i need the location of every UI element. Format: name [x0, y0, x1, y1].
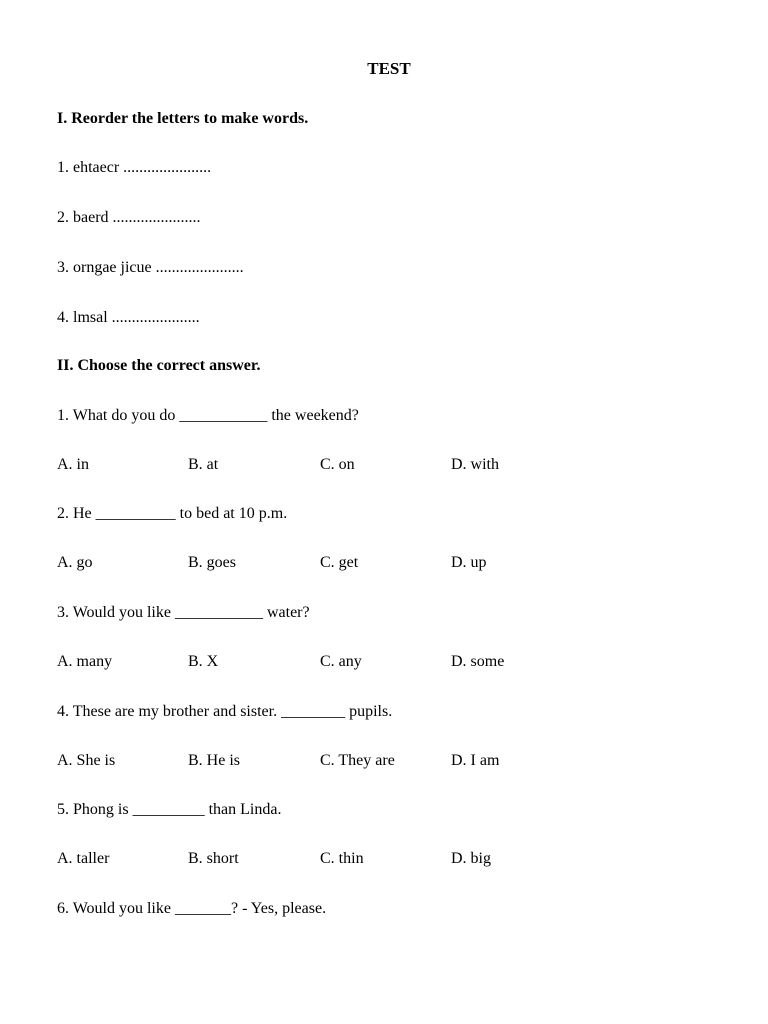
- question-4-option-b: B. He is: [188, 752, 240, 769]
- question-3-option-c: C. any: [320, 653, 362, 670]
- page-title: TEST: [367, 59, 411, 78]
- question-2: 2. He __________ to bed at 10 p.m.: [57, 505, 288, 522]
- question-1: 1. What do you do ___________ the weekend?: [57, 407, 359, 424]
- question-3-option-b: B. X: [188, 653, 219, 670]
- reorder-item-2: 2. baerd ......................: [57, 209, 201, 226]
- question-5: 5. Phong is _________ than Linda.: [57, 801, 282, 818]
- question-1-option-a: A. in: [57, 456, 89, 473]
- reorder-item-4: 4. lmsal ......................: [57, 309, 200, 326]
- question-5-option-b: B. short: [188, 850, 239, 867]
- question-2-option-d: D. up: [451, 554, 487, 571]
- question-1-option-c: C. on: [320, 456, 355, 473]
- question-3-option-d: D. some: [451, 653, 505, 670]
- reorder-item-1: 1. ehtaecr ......................: [57, 159, 212, 176]
- question-6: 6. Would you like _______? - Yes, please.: [57, 900, 327, 917]
- question-5-option-d: D. big: [451, 850, 491, 867]
- question-3: 3. Would you like ___________ water?: [57, 604, 310, 621]
- question-1-option-b: B. at: [188, 456, 219, 473]
- question-5-option-a: A. taller: [57, 850, 110, 867]
- question-2-option-b: B. goes: [188, 554, 236, 571]
- question-1-option-d: D. with: [451, 456, 499, 473]
- section-2-heading: II. Choose the correct answer.: [57, 357, 261, 374]
- question-4-option-c: C. They are: [320, 752, 395, 769]
- question-2-option-c: C. get: [320, 554, 359, 571]
- question-2-option-a: A. go: [57, 554, 93, 571]
- question-3-option-a: A. many: [57, 653, 113, 670]
- question-4-option-d: D. I am: [451, 752, 500, 769]
- reorder-item-3: 3. orngae jicue ......................: [57, 259, 244, 276]
- question-5-option-c: C. thin: [320, 850, 364, 867]
- section-1-heading: I. Reorder the letters to make words.: [57, 110, 309, 127]
- question-4: 4. These are my brother and sister. ________ pupils.: [57, 703, 393, 720]
- question-4-option-a: A. She is: [57, 752, 116, 769]
